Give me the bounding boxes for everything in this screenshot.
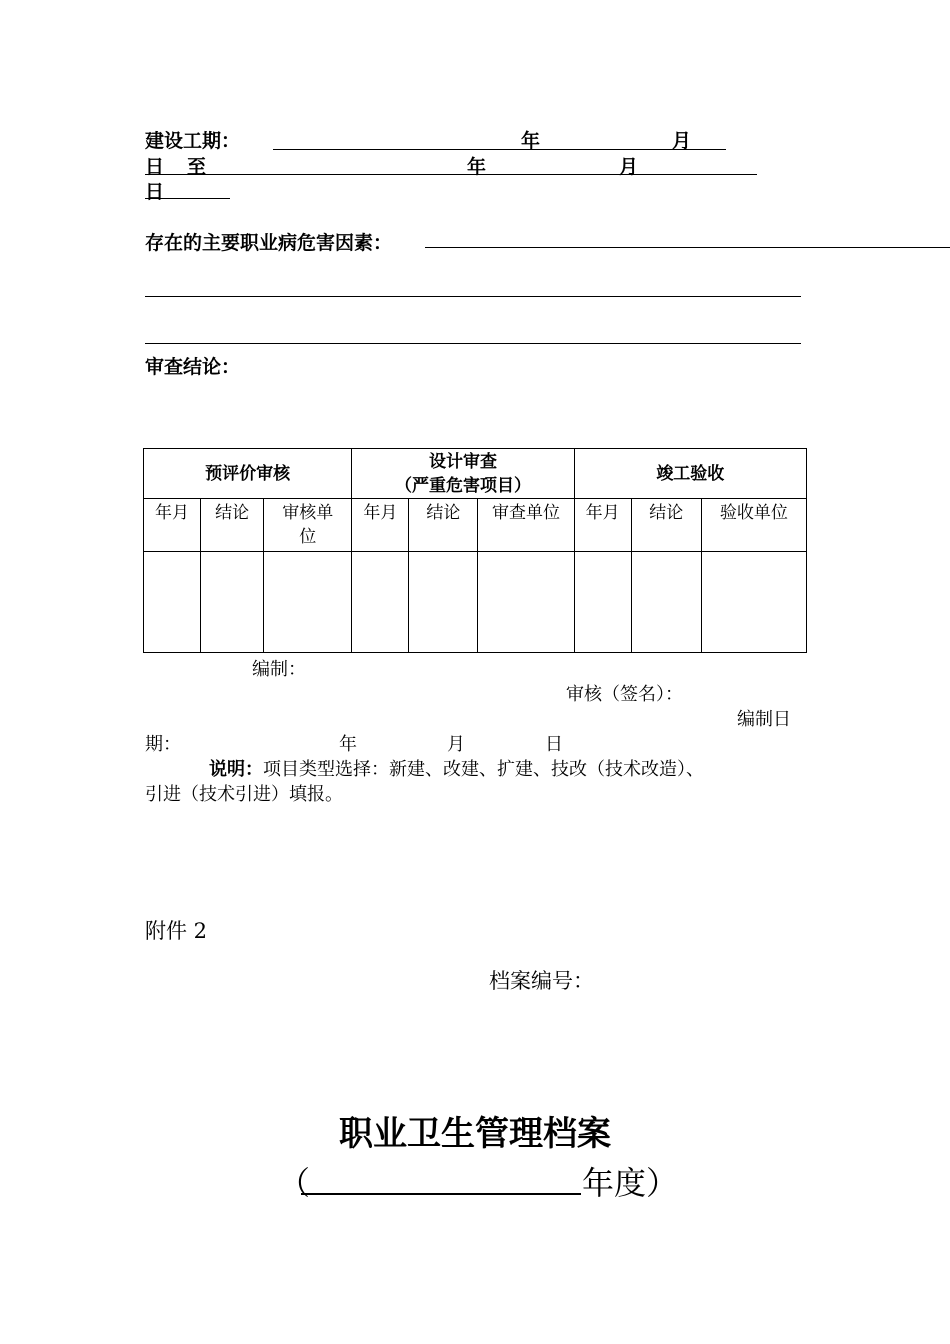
hazards-blank-2 bbox=[145, 296, 801, 297]
subheader-g3-date: 年月 bbox=[574, 499, 631, 552]
period-day-blank bbox=[145, 198, 230, 199]
table-cell[interactable] bbox=[264, 552, 352, 653]
period-to: 至 bbox=[187, 156, 207, 178]
period-label: 建设工期： bbox=[145, 130, 241, 152]
subheader-g3-unit: 验收单位 bbox=[701, 499, 806, 552]
period-month-2: 月 bbox=[619, 156, 639, 178]
cover-year-suffix: 年度） bbox=[582, 1164, 679, 1202]
note-label: 说明： bbox=[209, 759, 263, 780]
review-table bbox=[143, 448, 807, 653]
note-line2: 引进（技术引进）填报。 bbox=[145, 784, 343, 805]
date-label-part1: 编制日 bbox=[737, 709, 791, 730]
period-start-blank bbox=[273, 149, 726, 150]
table-cell[interactable] bbox=[631, 552, 701, 653]
compiler-label: 编制： bbox=[252, 659, 306, 680]
cover-year-blank bbox=[301, 1193, 581, 1195]
table-cell[interactable] bbox=[701, 552, 806, 653]
header-design-review bbox=[352, 449, 574, 499]
header-design-line1: 设计审查 bbox=[428, 451, 497, 472]
archive-number-label: 档案编号： bbox=[489, 969, 594, 993]
table-cell[interactable] bbox=[409, 552, 478, 653]
table-cell[interactable] bbox=[144, 552, 201, 653]
note-text1: 项目类型选择：新建、改建、扩建、技改（技术改造）、 bbox=[263, 759, 704, 780]
date-year: 年 bbox=[339, 734, 357, 755]
period-year-2: 年 bbox=[467, 156, 487, 178]
subheader-g3-conclusion: 结论 bbox=[631, 499, 701, 552]
table-cell[interactable] bbox=[201, 552, 264, 653]
subheader-g1-conclusion: 结论 bbox=[201, 499, 264, 552]
subheader-g1-date: 年月 bbox=[144, 499, 201, 552]
header-completion: 竣工验收 bbox=[574, 449, 806, 499]
subheader-g2-date: 年月 bbox=[352, 499, 409, 552]
date-month: 月 bbox=[447, 734, 465, 755]
period-year-1: 年 bbox=[521, 130, 541, 152]
table-cell[interactable] bbox=[352, 552, 409, 653]
conclusion-label: 审查结论： bbox=[145, 356, 241, 378]
date-day: 日 bbox=[545, 734, 563, 755]
hazards-blank-1 bbox=[425, 247, 950, 248]
header-pre-eval: 预评价审核 bbox=[144, 449, 352, 499]
date-label-part2: 期： bbox=[145, 734, 181, 755]
period-day-1: 日 bbox=[145, 156, 165, 178]
subheader-g1-unit-text: 审核单位 bbox=[282, 503, 334, 547]
hazards-label: 存在的主要职业病危害因素： bbox=[145, 232, 393, 254]
attachment-label: 附件 2 bbox=[145, 919, 208, 943]
period-day-2: 日 bbox=[145, 181, 165, 203]
cover-title: 职业卫生管理档案 bbox=[339, 1114, 611, 1154]
reviewer-label: 审核（签名）： bbox=[566, 684, 683, 705]
subheader-g2-conclusion: 结论 bbox=[409, 499, 478, 552]
subheader-g2-unit: 审查单位 bbox=[478, 499, 574, 552]
note-line1 bbox=[209, 755, 704, 781]
cover-open-paren: （ bbox=[278, 1164, 311, 1202]
hazards-blank-3 bbox=[145, 343, 801, 344]
header-design-line2: （严重危害项目） bbox=[394, 475, 531, 496]
subheader-g1-unit bbox=[264, 499, 352, 552]
table-cell[interactable] bbox=[478, 552, 574, 653]
period-month-1: 月 bbox=[672, 130, 692, 152]
period-end-blank bbox=[145, 174, 757, 175]
table-cell[interactable] bbox=[574, 552, 631, 653]
